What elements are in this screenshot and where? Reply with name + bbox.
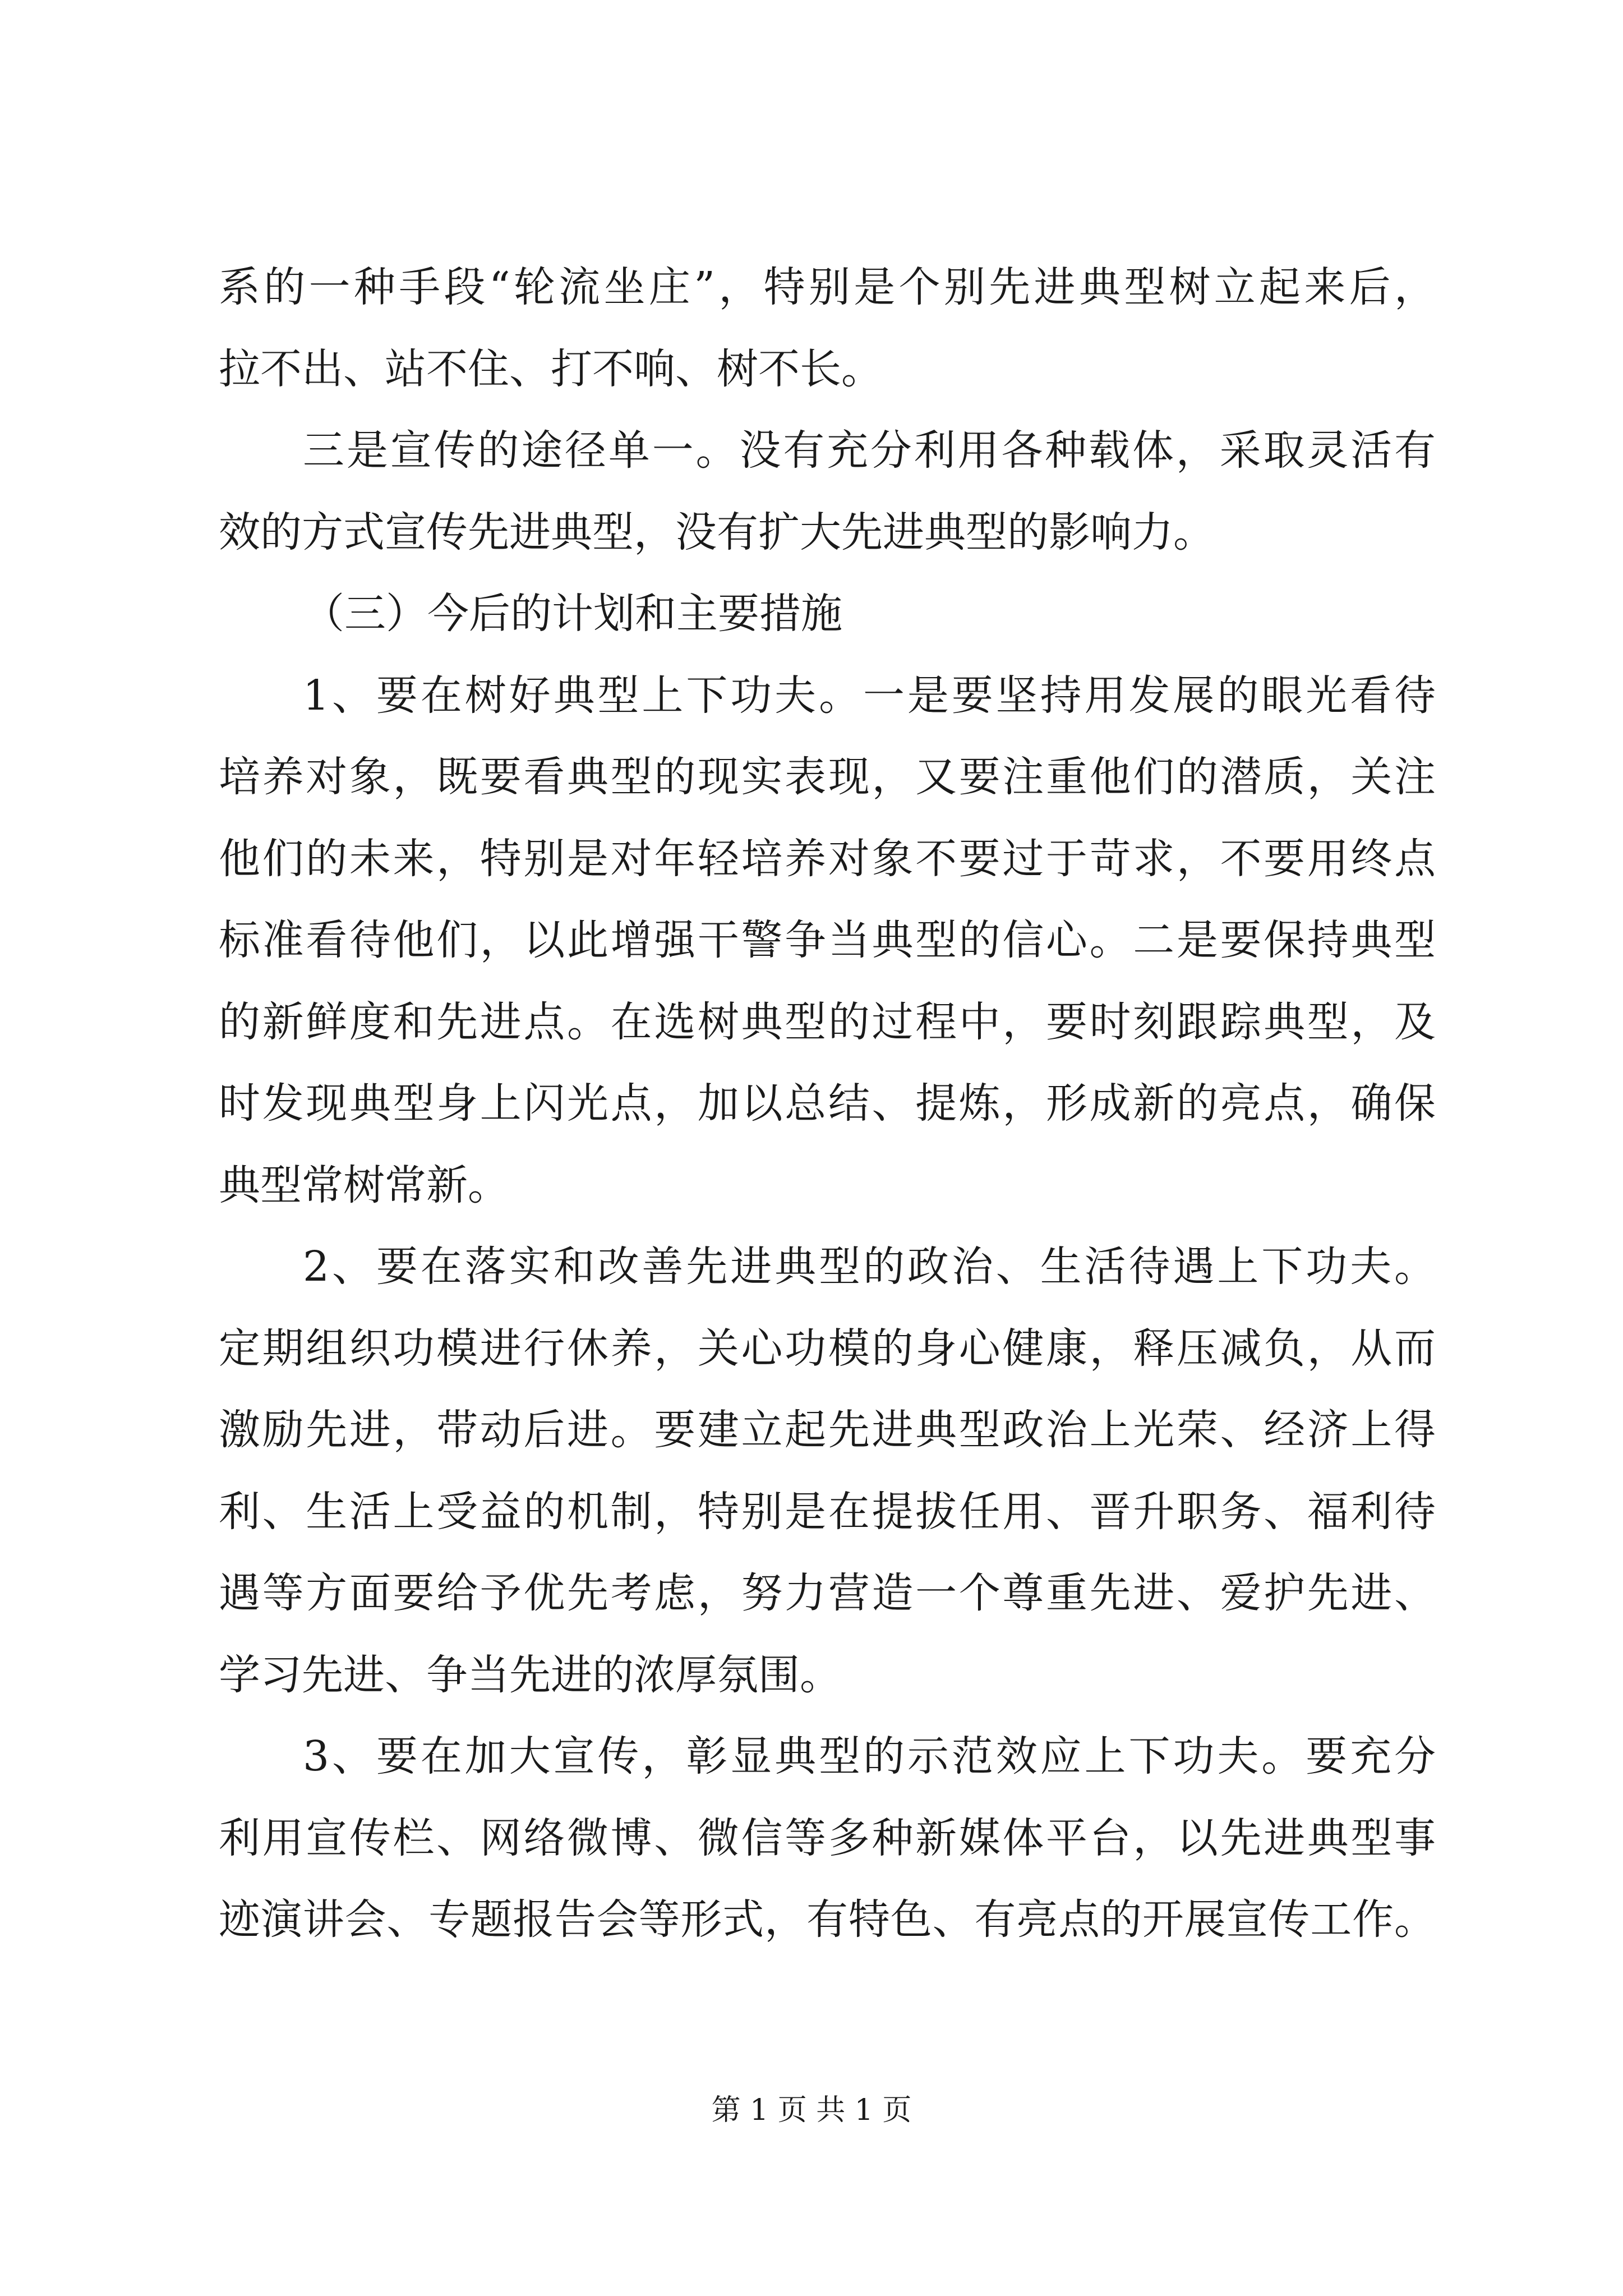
page-number-label: 第 1 页 共 1 页 — [711, 2093, 912, 2127]
text-line: 的新鲜度和先进点。在选树典型的过程中，要时刻跟踪典型，及 — [219, 997, 1436, 1046]
paragraph-start-line: 3、要在加大宣传，彰显典型的示范效应上下功夫。要充分 — [303, 1732, 1436, 1780]
text-line: 利用宣传栏、网络微博、微信等多种新媒体平台，以先进典型事 — [219, 1814, 1436, 1862]
text-line: 培养对象，既要看典型的现实表现，又要注重他们的潜质，关注 — [219, 753, 1436, 801]
document-body — [219, 247, 1436, 1961]
text-line: 学习先进、争当先进的浓厚氛围。 — [219, 1650, 841, 1699]
text-line: 激励先进，带动后进。要建立起先进典型政治上光荣、经济上得 — [219, 1406, 1436, 1454]
page-footer — [0, 2091, 1623, 2130]
section-heading: （三）今后的计划和主要措施 — [303, 590, 842, 638]
text-line: 典型常树常新。 — [219, 1161, 509, 1209]
text-line: 系的一种手段“轮流坐庄”，特别是个别先进典型树立起来后， — [219, 263, 1436, 311]
text-line: 他们的未来，特别是对年轻培养对象不要过于苛求，不要用终点 — [219, 834, 1436, 883]
text-line: 时发现典型身上闪光点，加以总结、提炼，形成新的亮点，确保 — [219, 1079, 1436, 1128]
text-line: 效的方式宣传先进典型，没有扩大先进典型的影响力。 — [219, 508, 1215, 556]
paragraph-start-line: 2、要在落实和改善先进典型的政治、生活待遇上下功夫。 — [303, 1243, 1436, 1291]
text-line: 定期组织功模进行休养，关心功模的身心健康，释压减负，从而 — [219, 1324, 1436, 1373]
paragraph-start-line: 1、要在树好典型上下功夫。一是要坚持用发展的眼光看待 — [303, 671, 1436, 720]
text-line: 迹演讲会、专题报告会等形式，有特色、有亮点的开展宣传工作。 — [219, 1895, 1436, 1944]
text-line: 标准看待他们，以此增强干警争当典型的信心。二是要保持典型 — [219, 916, 1436, 964]
text-line: 利、生活上受益的机制，特别是在提拔任用、晋升职务、福利待 — [219, 1487, 1436, 1536]
text-line: 遇等方面要给予优先考虑，努力营造一个尊重先进、爱护先进、 — [219, 1569, 1436, 1617]
text-line: 拉不出、站不住、打不响、树不长。 — [219, 344, 883, 393]
paragraph-start-line: 三是宣传的途径单一。没有充分利用各种载体，采取灵活有 — [303, 426, 1436, 475]
